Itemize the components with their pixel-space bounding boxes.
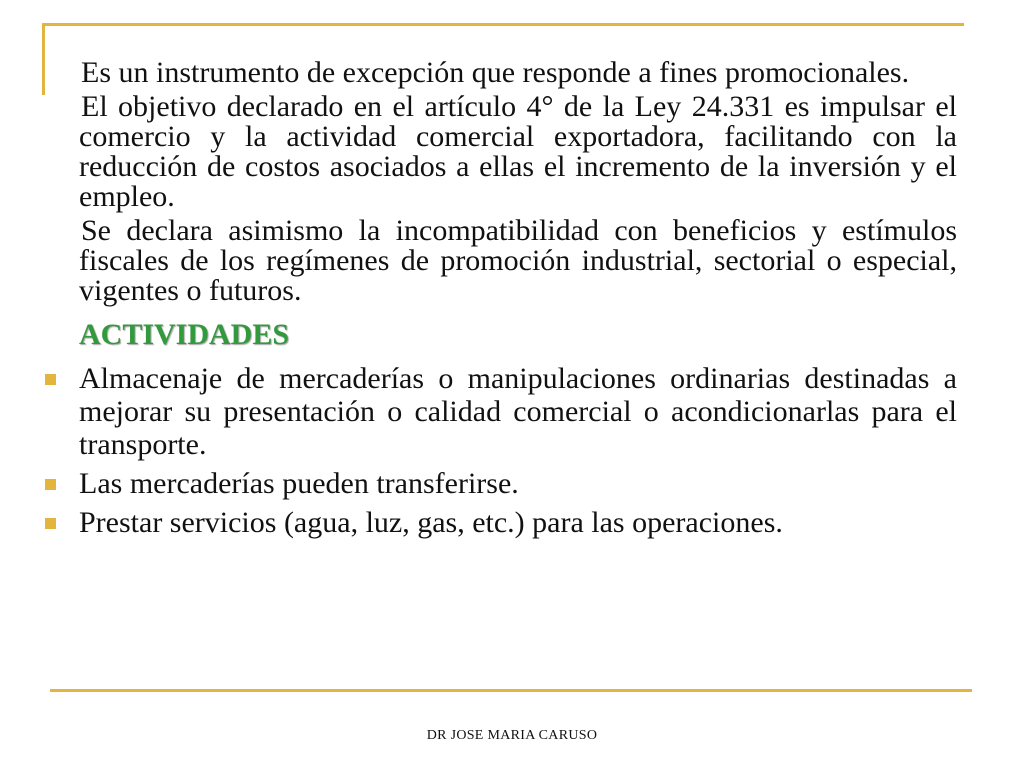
- list-item: [79, 467, 957, 500]
- footer-author: DR JOSE MARIA CARUSO: [426, 728, 598, 743]
- paragraph-objective: El objetivo declarado en el artículo 4° de la Ley 24.331 es impulsar el comercio y la actividad comercial exportadora, facilitando con la reducción de costos asociados a ellas el incremento de la inversión y el empleo.: [79, 90, 957, 213]
- activities-list: [79, 362, 957, 539]
- list-item-text: Almacenaje de mercaderías o manipulaciones ordinarias destinadas a mejorar su presentación o calidad comercial o acondicionarlas para el transporte.: [79, 362, 957, 461]
- frame-left-line: [42, 23, 45, 95]
- list-item: [79, 506, 957, 539]
- list-item: [79, 362, 957, 461]
- section-heading: ACTIVIDADES: [79, 318, 290, 351]
- square-bullet-icon: [45, 518, 56, 529]
- slide-content: [79, 58, 957, 545]
- paragraph-intro: Es un instrumento de excepción que responde a fines promocionales.: [81, 56, 910, 89]
- square-bullet-icon: [45, 374, 56, 385]
- frame-bottom-line: [50, 689, 972, 692]
- square-bullet-icon: [45, 479, 56, 490]
- list-item-text: Prestar servicios (agua, luz, gas, etc.) para las operaciones.: [79, 506, 783, 539]
- list-item-text: Las mercaderías pueden transferirse.: [79, 467, 519, 500]
- paragraph-incompatibility: Se declara asimismo la incompatibilidad con beneficios y estímulos fiscales de los regímenes de promoción industrial, sectorial o especial, vigentes o futuros.: [79, 214, 957, 307]
- frame-top-line: [42, 23, 964, 26]
